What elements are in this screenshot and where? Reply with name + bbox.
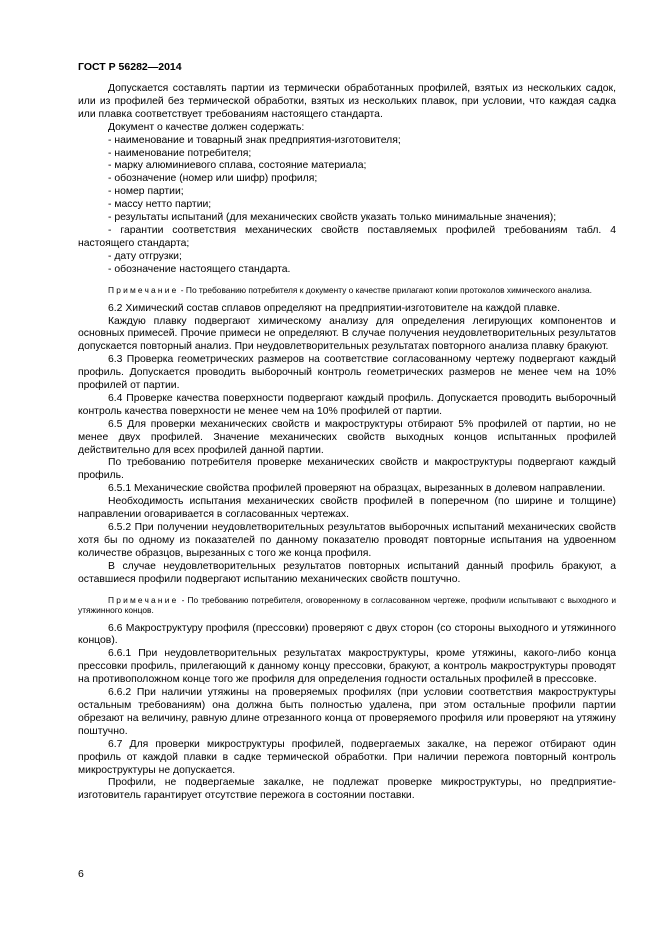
body-paragraph: 6.5.2 При получении неудовлетворительных результатов выборочных испытаний механических свойств хотя бы по одному из показателей по данному показателю проводят повторные испытания на удвоенном количестве образцов, вырезанных с того же конца профиля. xyxy=(78,522,616,559)
body-paragraph: 6.5.1 Механические свойства профилей проверяют на образцах, вырезанных в долевом направлении. xyxy=(108,483,606,495)
body-paragraph: По требованию потребителя проверке механических свойств и макроструктуры подвергают каждый профиль. xyxy=(78,457,616,482)
body-paragraph: 6.3 Проверка геометрических размеров на соответствие согласованному чертежу подвергают каждый профиль. Допускается проводить выборочный контроль геометрических размеров не менее чем на 10% профилей от партии. xyxy=(78,354,616,392)
list-item: - дату отгрузки; xyxy=(108,250,182,262)
note-label: Примечание xyxy=(108,594,179,605)
spacer xyxy=(78,295,616,303)
spacer xyxy=(78,587,616,595)
body-paragraph: Каждую плавку подвергают химическому анализу для определения легирующих компонентов и основных примесей. Прочие примеси не определяют. В случае получения неудовлетворительных результатов допускается повторный анализ. При неудовлетворительных результатах повторного анализа плавку бракуют. xyxy=(78,315,616,353)
body-paragraph: В случае неудовлетворительных результатов повторных испытаний данный профиль бракуют, а оставшиеся профили подвергают испытанию механических свойств поштучно. xyxy=(78,560,616,585)
list-item: - обозначение (номер или шифр) профиля; xyxy=(108,173,318,185)
note-paragraph xyxy=(78,285,616,295)
list-item: - наименование и товарный знак предприятия-изготовителя; xyxy=(108,134,401,146)
body-paragraph: Профили, не подвергаемые закалке, не подлежат проверке микроструктуры, но предприятие-изготовитель гарантирует отсутствие пережога в состоянии поставки. xyxy=(78,777,616,802)
list-item: - массу нетто партии; xyxy=(108,199,212,211)
spacer xyxy=(78,615,616,623)
note-paragraph xyxy=(78,595,616,615)
body-paragraph: 6.7 Для проверки микроструктуры профилей, подвергаемых закалке, на пережог отбирают один профиль от каждой плавки в садке термической обработки. При наличии пережога повторный контроль микроструктуры не допускается. xyxy=(78,738,616,776)
list-item: - гарантии соответствия механических свойств поставляемых профилей требованиям табл. 4 настоящего стандарта; xyxy=(78,224,616,249)
body-paragraph: 6.6.2 При наличии утяжины на проверяемых профилях (при условии соответствия макроструктуры остальным требованиям) она должна быть полностью удалена, при этом остальные профили партии обрезают на величину, равную длине отрезанного конца от проверяемого профиля или проверяют на утяжину поштучно. xyxy=(78,687,616,737)
page-number: 6 xyxy=(78,868,84,880)
note-text: - По требованию потребителя к документу о качестве прилагают копии протоколов химического анализа. xyxy=(178,284,593,295)
body-paragraph: 6.6.1 При неудовлетворительных результатах макроструктуры, кроме утяжины, какого-либо конца прессовки профиль, прилегающий к данному концу прессовки, бракуют, а контроль макроструктуры проводят на противоположном конце того же профиля для определения годности остальных профилей в прессовке. xyxy=(78,648,616,686)
note-text: - По требованию потребителя, оговоренному в согласованном чертеже, профили испытывают с выходного и утяжинного концов. xyxy=(78,594,616,615)
list-item: - результаты испытаний (для механических свойств указать только минимальные значения); xyxy=(108,212,557,224)
list-item: - марку алюминиевого сплава, состояние материала; xyxy=(108,160,367,172)
body-paragraph: Допускается составлять партии из термически обработанных профилей, взятых из нескольких садок, или из профилей без термической обработки, взятых из нескольких плавок, при условии, что каждая садка или плавка соответствует требованиям настоящего стандарта. xyxy=(78,83,616,120)
document-header: ГОСТ Р 56282—2014 xyxy=(78,61,182,73)
document-body xyxy=(78,83,616,803)
body-paragraph: 6.2 Химический состав сплавов определяют на предприятии-изготовителе на каждой плавке. xyxy=(108,302,561,314)
body-paragraph: Необходимость испытания механических свойств профилей в поперечном (по ширине и толщине) направлении оговаривается в согласованных чертежах. xyxy=(78,496,616,521)
list-item: - обозначение настоящего стандарта. xyxy=(108,263,291,275)
list-item: - номер партии; xyxy=(108,186,184,198)
spacer xyxy=(78,277,616,285)
body-paragraph: Документ о качестве должен содержать: xyxy=(108,121,305,133)
note-label: Примечание xyxy=(108,284,179,295)
body-paragraph: 6.5 Для проверки механических свойств и макроструктуры отбирают 5% профилей от партии, но не менее двух профилей. Значение механических свойств выходных концов испытанных профилей действительно для всех профилей данной партии. xyxy=(78,418,616,456)
body-paragraph: 6.4 Проверке качества поверхности подвергают каждый профиль. Допускается проводить выборочный контроль качества поверхности не менее чем на 10% профилей от партии. xyxy=(78,392,616,417)
body-paragraph: 6.6 Макроструктуру профиля (прессовки) проверяют с двух сторон (со стороны выходного и утяжинного концов). xyxy=(78,622,616,647)
list-item: - наименование потребителя; xyxy=(108,147,252,159)
